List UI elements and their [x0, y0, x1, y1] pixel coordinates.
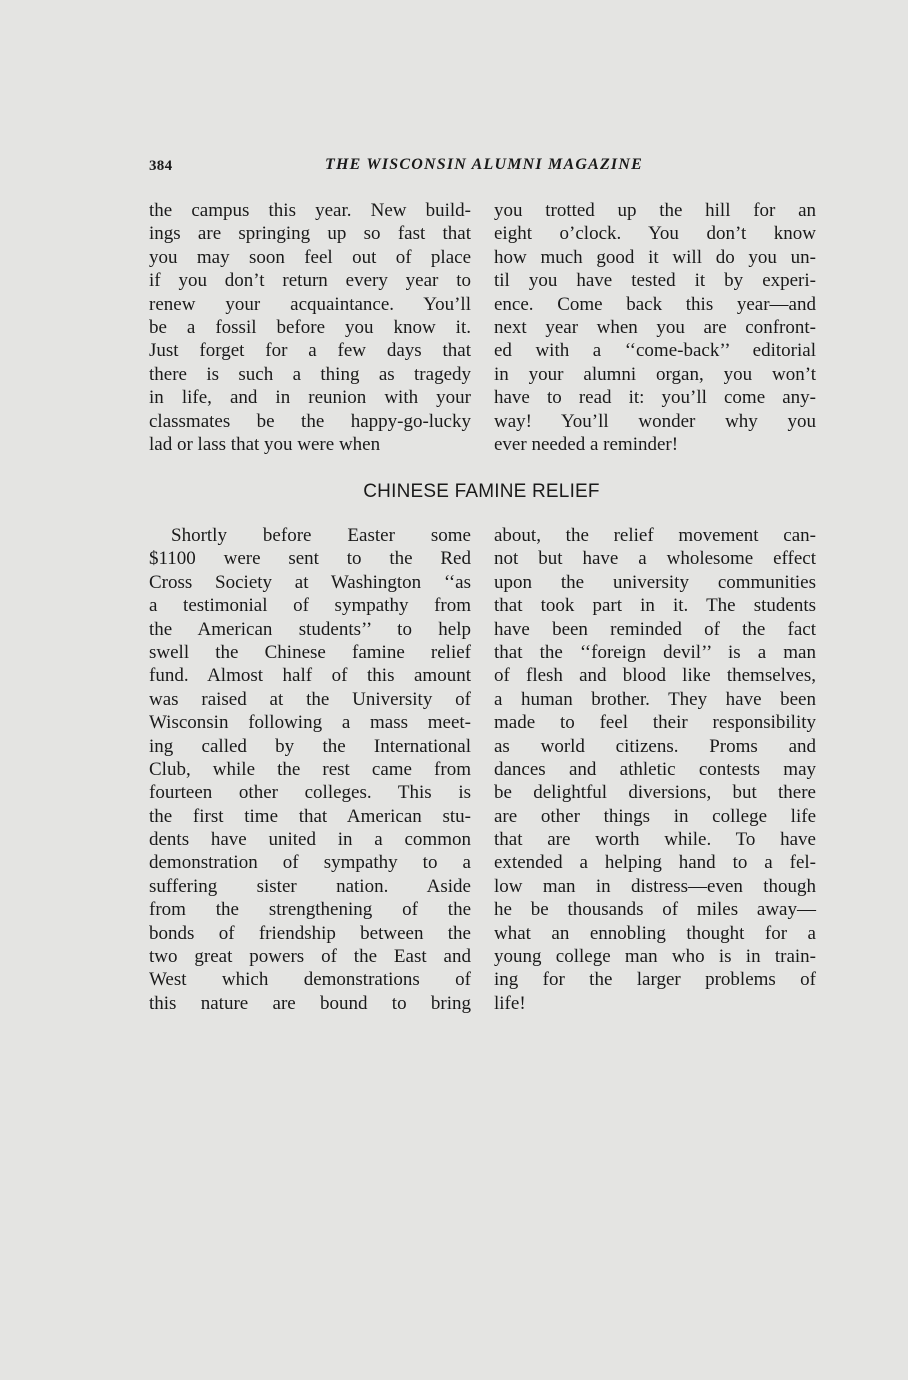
top-left-column [149, 199, 471, 456]
text-line: ing for the larger problems of [494, 969, 816, 991]
text-line: Shortly before Easter some [171, 525, 471, 546]
text-line: you trotted up the hill for an [494, 200, 816, 221]
text-line: have to read it: you’ll come any- [494, 387, 816, 409]
text-line: Club, while the rest came from [149, 758, 471, 780]
text-line: that the ‘‘foreign devil’’ is a man [494, 641, 816, 663]
text-line: ever needed a reminder! [494, 433, 679, 455]
text-line: the campus this year. New build- [149, 200, 471, 221]
text-line: he be thousands of miles away— [494, 899, 816, 921]
text-line: Just forget for a few days that [149, 340, 471, 362]
text-line: have been reminded of the fact [494, 618, 816, 640]
text-line: way! You’ll wonder why you [494, 410, 816, 432]
text-line: was raised at the University of [149, 688, 471, 710]
text-line: low man in distress—even though [494, 875, 816, 897]
text-line: the American students’’ to help [149, 618, 471, 640]
text-line: about, the relief movement can- [494, 525, 816, 546]
text-line: suffering sister nation. Aside [149, 875, 471, 897]
text-line: fourteen other colleges. This is [149, 782, 471, 804]
text-line: young college man who is in train- [494, 946, 816, 968]
text-line: classmates be the happy-go-lucky [149, 410, 471, 432]
text-line: the first time that American stu- [149, 805, 471, 827]
text-line: renew your acquaintance. You’ll [149, 293, 471, 315]
text-line: of flesh and blood like themselves, [494, 665, 816, 687]
text-line: upon the university communities [494, 571, 816, 593]
text-line: eight o’clock. You don’t know [494, 223, 816, 245]
text-line: dances and athletic contests may [494, 758, 816, 780]
text-line: bonds of friendship between the [149, 922, 471, 944]
text-line: this nature are bound to bring [149, 992, 471, 1014]
text-line: lad or lass that you were when [149, 433, 381, 455]
text-line: be a fossil before you know it. [149, 316, 471, 338]
text-line: from the strengthening of the [149, 899, 471, 921]
text-line: a testimonial of sympathy from [149, 595, 471, 617]
text-line: what an ennobling thought for a [494, 922, 816, 944]
text-line: extended a helping hand to a fel- [494, 852, 816, 874]
text-line: that took part in it. The students [494, 595, 816, 617]
text-line: ed with a ‘‘come-back’’ editorial [494, 340, 816, 362]
text-line: two great powers of the East and [149, 946, 471, 968]
text-line: next year when you are confront- [494, 316, 816, 338]
text-line: demonstration of sympathy to a [149, 852, 471, 874]
text-line: that are worth while. To have [494, 829, 816, 851]
article-left-column [149, 524, 471, 1015]
text-line: ings are springing up so fast that [149, 223, 471, 245]
text-line: made to feel their responsibility [494, 712, 816, 734]
text-line: how much good it will do you un- [494, 246, 816, 268]
text-line: ence. Come back this year—and [494, 293, 816, 315]
text-line: a human brother. They have been [494, 688, 816, 710]
text-line: are other things in college life [494, 805, 816, 827]
running-title: THE WISCONSIN ALUMNI MAGAZINE [325, 156, 643, 173]
section-heading: CHINESE FAMINE RELIEF [363, 481, 600, 502]
text-line: dents have united in a common [149, 829, 471, 851]
text-line: Cross Society at Washington ‘‘as [149, 571, 471, 593]
page-number: 384 [149, 158, 173, 174]
text-line: til you have tested it by experi- [494, 270, 816, 292]
article-right-column [494, 524, 816, 1015]
text-line: not but have a wholesome effect [494, 548, 816, 570]
text-line: life! [494, 992, 526, 1014]
text-line: Wisconsin following a mass meet- [149, 712, 471, 734]
text-line: West which demonstrations of [149, 969, 471, 991]
text-line: $1100 were sent to the Red [149, 548, 471, 570]
text-line: in your alumni organ, you won’t [494, 363, 816, 385]
top-right-column [494, 199, 816, 456]
text-line: swell the Chinese famine relief [149, 641, 471, 663]
text-line: be delightful diversions, but there [494, 782, 816, 804]
text-line: ing called by the International [149, 735, 471, 757]
text-line: in life, and in reunion with your [149, 387, 471, 409]
text-line: as world citizens. Proms and [494, 735, 816, 757]
text-line: you may soon feel out of place [149, 246, 471, 268]
text-line: fund. Almost half of this amount [149, 665, 471, 687]
text-line: if you don’t return every year to [149, 270, 471, 292]
text-line: there is such a thing as tragedy [149, 363, 471, 385]
